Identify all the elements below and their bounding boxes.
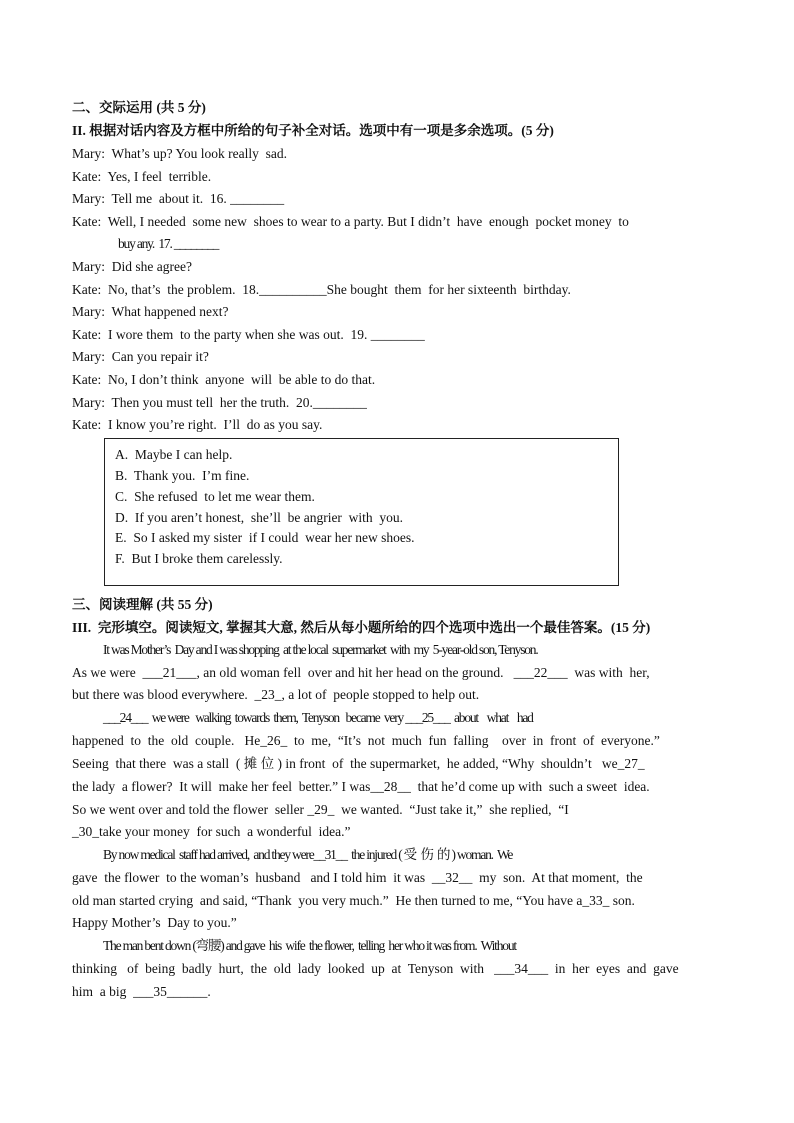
section-instruction-cloze: III. 完形填空。阅读短文, 掌握其大意, 然后从每小题所给的四个选项中选出一个最佳答案。(15 分) bbox=[72, 620, 651, 635]
dialogue-line: Kate: Well, I needed some new shoes to wear to a party. But I didn’t have enough pocket money to bbox=[72, 214, 629, 229]
dialogue-line: Kate: I know you’re right. I’ll do as you say. bbox=[72, 417, 323, 432]
option-item: E. So I asked my sister if I could wear her new shoes. bbox=[115, 530, 415, 545]
section-instruction-dialogue: II. 根据对话内容及方框中所给的句子补全对话。选项中有一项是多余选项。(5 分) bbox=[72, 123, 554, 138]
dialogue-line: Mary: What’s up? You look really sad. bbox=[72, 146, 287, 161]
dialogue-line: Kate: No, I don’t think anyone will be able to do that. bbox=[72, 372, 376, 387]
passage-line: Happy Mother’s Day to you.” bbox=[72, 915, 237, 930]
passage-line: By now medical staff had arrived, and they were__31__ the injured ( 受 伤 的 ) woman. We bbox=[103, 847, 513, 862]
passage-line: the lady a flower? It will make her feel better.” I was__28__ that he’d come up with such a sweet idea. bbox=[72, 779, 650, 794]
passage-line: thinking of being badly hurt, the old lady looked up at Tenyson with ___34___ in her eyes and gave bbox=[72, 961, 679, 976]
dialogue-line: Mary: Tell me about it. 16. ________ bbox=[72, 191, 285, 206]
passage-line: It was Mother’s Day and I was shopping at the local supermarket with my 5-year-old son, Tenyson. bbox=[103, 642, 538, 657]
passage-line: but there was blood everywhere. _23_, a lot of people stopped to help out. bbox=[72, 687, 480, 702]
passage-line: Seeing that there was a stall ( 摊 位 ) in front of the supermarket, he added, “Why shouldn’t we_27_ bbox=[72, 756, 645, 771]
dialogue-line-continuation: buy any. 17. ________ bbox=[118, 236, 219, 251]
passage-line: _30_take your money for such a wonderful idea.” bbox=[72, 824, 351, 839]
option-item: F. But I broke them carelessly. bbox=[115, 551, 283, 566]
dialogue-line: Mary: What happened next? bbox=[72, 304, 229, 319]
option-item: D. If you aren’t honest, she’ll be angrier with you. bbox=[115, 510, 404, 525]
dialogue-line: Kate: Yes, I feel terrible. bbox=[72, 169, 212, 184]
passage-line: So we went over and told the flower seller _29_ we wanted. “Just take it,” she replied, “I bbox=[72, 802, 569, 817]
passage-line: The man bent down (弯腰) and gave his wife the flower, telling her who it was from. Without bbox=[103, 938, 516, 953]
passage-line: him a big ___35______. bbox=[72, 984, 211, 999]
dialogue-line: Kate: No, that’s the problem. 18.__________She bought them for her sixteenth birthday. bbox=[72, 282, 571, 297]
section-heading-reading: 三、阅读理解 (共 55 分) bbox=[72, 597, 213, 612]
passage-line: happened to the old couple. He_26_ to me, “It’s not much fun falling over in front of everyone.” bbox=[72, 733, 660, 748]
dialogue-line: Mary: Then you must tell her the truth. 20.________ bbox=[72, 395, 367, 410]
passage-line: gave the flower to the woman’s husband and I told him it was __32__ my son. At that moment, the bbox=[72, 870, 643, 885]
options-box bbox=[104, 438, 619, 586]
passage-line: ___24___ we were walking towards them, Tenyson became very ___25___ about what had bbox=[103, 710, 533, 725]
passage-line: As we were ___21___, an old woman fell over and hit her head on the ground. ___22___ was with her, bbox=[72, 665, 650, 680]
option-item: C. She refused to let me wear them. bbox=[115, 489, 315, 504]
section-heading-communication: 二、交际运用 (共 5 分) bbox=[72, 100, 206, 115]
dialogue-line: Mary: Did she agree? bbox=[72, 259, 192, 274]
passage-line: old man started crying and said, “Thank you very much.” He then turned to me, “You have a_33_ son. bbox=[72, 893, 635, 908]
option-item: B. Thank you. I’m fine. bbox=[115, 468, 250, 483]
option-item: A. Maybe I can help. bbox=[115, 447, 233, 462]
dialogue-line: Kate: I wore them to the party when she was out. 19. ________ bbox=[72, 327, 425, 342]
dialogue-line: Mary: Can you repair it? bbox=[72, 349, 209, 364]
